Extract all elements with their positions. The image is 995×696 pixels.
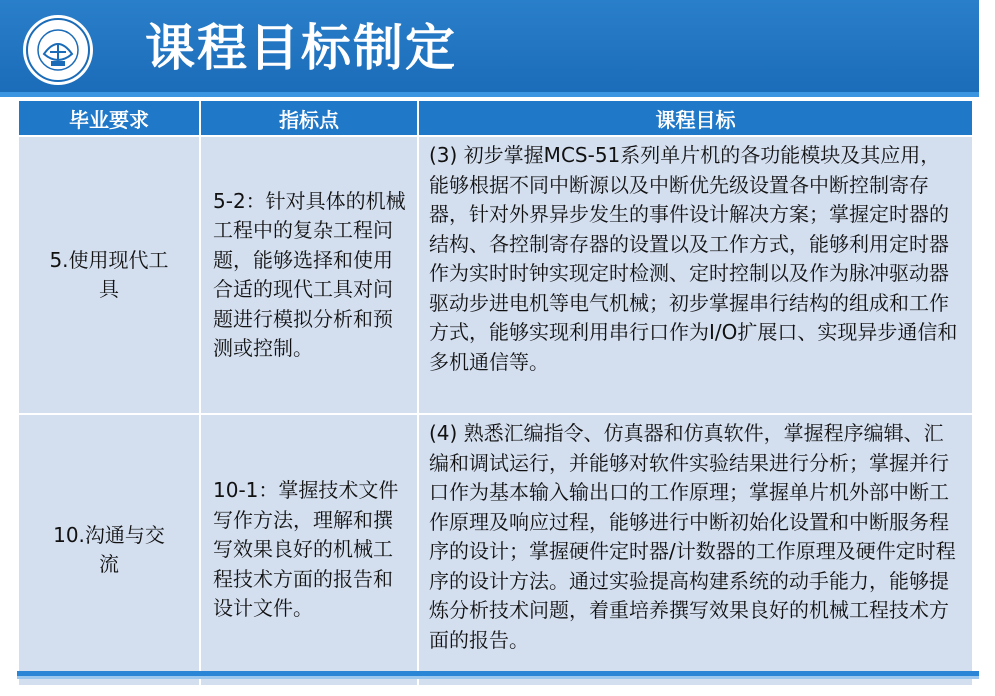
column-header-requirement: 毕业要求 (18, 100, 200, 136)
table-row (18, 136, 973, 414)
page-title: 课程目标制定 (145, 19, 457, 77)
table-header-row (18, 100, 973, 136)
requirement-cell (18, 136, 200, 414)
requirement-text: 10.沟通与交流 (53, 522, 165, 576)
requirement-cell (18, 414, 200, 686)
university-seal-icon (22, 14, 94, 86)
objective-cell: (4) 熟悉汇编指令、仿真器和仿真软件，掌握程序编辑、汇编和调试运行，并能够对软件实验结果进行分析；掌握并行口作为基本输入输出口的工作原理；掌握单片机外部中断工作原理及响应过程，能够进行中断初始化设置和中断服务程序的设计；掌握硬件定时器/计数器的工作原理及硬件定时程序的设计方法。通过实验提高构建系统的动手能力，能够提炼分析技术问题，着重培养撰写效果良好的机械工程技术方面的报告。 (418, 414, 973, 686)
footer-divider-light (17, 676, 979, 679)
table-row (18, 414, 973, 686)
requirement-text: 5.使用现代工具 (49, 247, 169, 301)
indicator-cell: 10-1：掌握技术文件写作方法，理解和撰写效果良好的机械工程技术方面的报告和设计文件。 (200, 414, 418, 686)
column-header-objective: 课程目标 (418, 100, 973, 136)
objectives-table (17, 99, 974, 687)
indicator-cell: 5-2：针对具体的机械工程中的复杂工程问题，能够选择和使用合适的现代工具对问题进行模拟分析和预测或控制。 (200, 136, 418, 414)
title-bar-accent (0, 92, 979, 97)
column-header-indicator: 指标点 (200, 100, 418, 136)
objective-cell: (3) 初步掌握MCS-51系列单片机的各功能模块及其应用，能够根据不同中断源以及中断优先级设置各中断控制寄存器，针对外界异步发生的事件设计解决方案；掌握定时器的结构、各控制寄存器的设置以及工作方式，能够利用定时器作为实时时钟实现定时检测、定时控制以及作为脉冲驱动器驱动步进电机等电气机械；初步掌握串行结构的组成和工作方式，能够实现利用串行口作为I/O扩展口、实现异步通信和多机通信等。 (418, 136, 973, 414)
